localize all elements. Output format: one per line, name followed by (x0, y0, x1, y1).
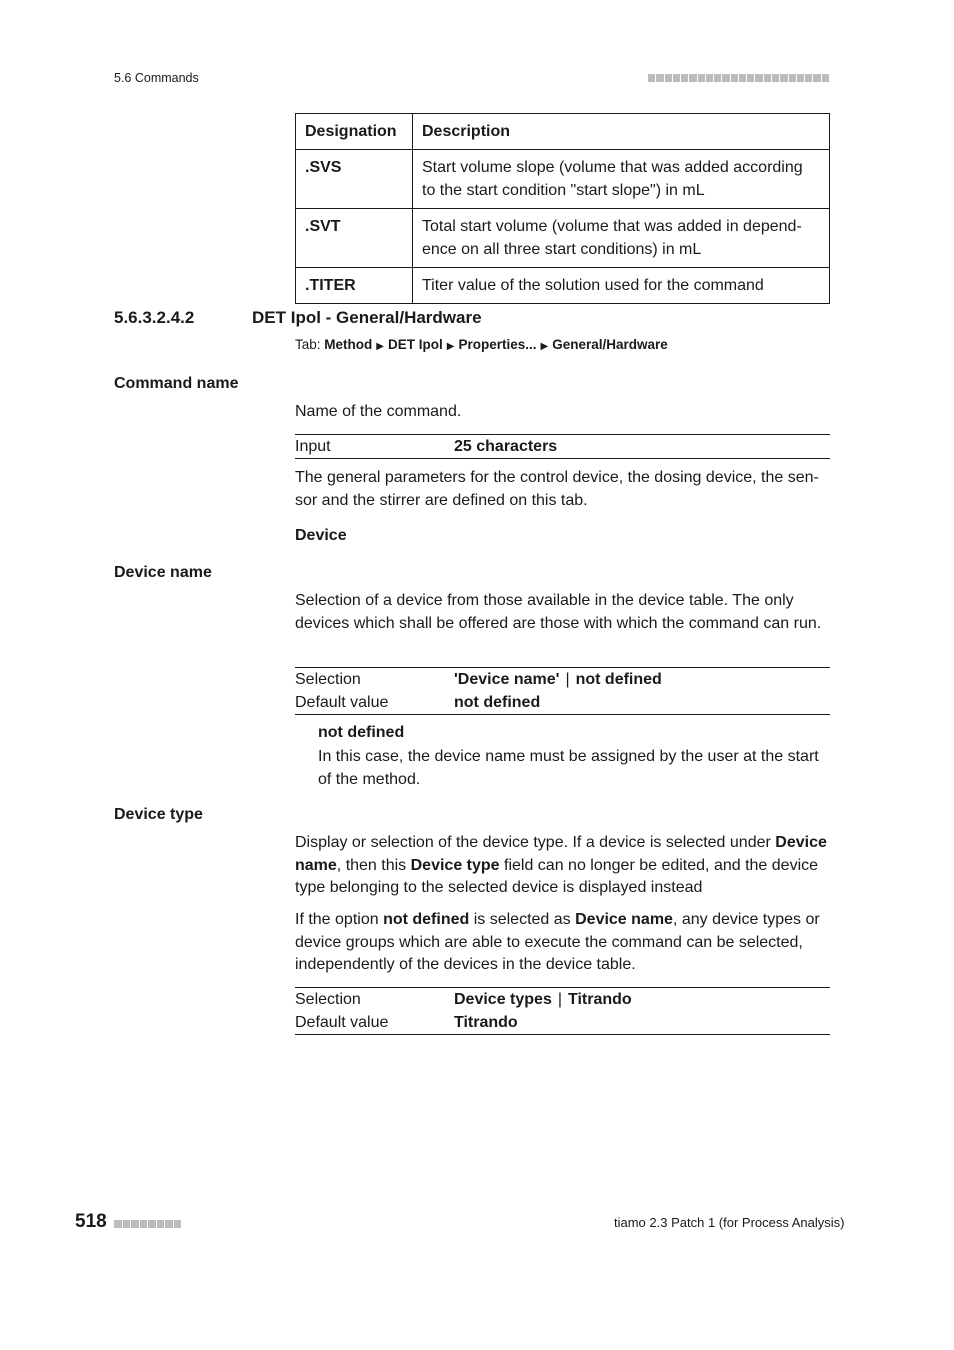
page-number: 518 (75, 1211, 107, 1232)
param-value: 25 characters (454, 438, 558, 455)
param-row (295, 1011, 830, 1034)
param-row (295, 435, 830, 458)
param-key: Selection (295, 991, 361, 1008)
option-title: not defined (318, 724, 405, 741)
param-key: Input (295, 438, 331, 455)
header-decoration (648, 74, 829, 82)
tab-path-prefix: Tab: (295, 337, 321, 352)
tab-path-item: Properties... (458, 337, 537, 352)
column-header: Description (413, 114, 830, 150)
device-name-params (295, 667, 830, 715)
command-name-description: Name of the command. (295, 403, 462, 420)
running-header: 5.6 Commands (114, 71, 199, 85)
command-name-params (295, 434, 830, 459)
table-header-row (296, 114, 830, 150)
designation-cell: .SVS (296, 150, 413, 209)
designation-cell: .TITER (296, 268, 413, 304)
designation-table (295, 113, 830, 304)
device-name-label: Device name (114, 564, 212, 581)
param-row (295, 988, 830, 1011)
device-name-description: Selection of a device from those available in the device table. The only devices which shall be offered are those with which the command can run. (295, 592, 822, 632)
device-type-paragraph-2: If the option not defined is selected as Device name, any device types or device groups which are able to execute the command can be selected, independently of the devices in the device table. (295, 911, 820, 973)
param-key: Default value (295, 1014, 389, 1031)
param-key: Selection (295, 671, 361, 688)
table-row (296, 150, 830, 209)
footer-decoration (114, 1220, 181, 1228)
description-cell: Total start volume (volume that was added in depend-ence on all three start conditions) in mL (413, 209, 830, 268)
section-title: DET Ipol - General/Hardware (252, 308, 482, 327)
device-heading: Device (295, 527, 347, 544)
device-type-params (295, 987, 830, 1035)
table-row (296, 209, 830, 268)
arrow-right-icon: ▶ (446, 341, 455, 352)
tab-path (295, 337, 668, 352)
arrow-right-icon: ▶ (540, 341, 549, 352)
param-row (295, 668, 830, 691)
device-type-label: Device type (114, 806, 203, 823)
description-cell: Titer value of the solution used for the command (413, 268, 830, 304)
device-type-paragraph-1: Display or selection of the device type. If a device is selected under Device name, then this Device type field can no longer be edited, and the device type belonging to the selected device is displayed instead (295, 834, 827, 896)
column-header: Designation (296, 114, 413, 150)
tab-path-item: DET Ipol (388, 337, 443, 352)
designation-cell: .SVT (296, 209, 413, 268)
arrow-right-icon: ▶ (376, 341, 384, 352)
param-value: 'Device name' | not defined (454, 671, 662, 688)
param-value: Titrando (454, 1014, 518, 1031)
command-name-label: Command name (114, 375, 239, 392)
param-value: not defined (454, 694, 541, 711)
table-row (296, 268, 830, 304)
description-cell: Start volume slope (volume that was added according to the start condition "start slope") in mL (413, 150, 830, 209)
param-key: Default value (295, 694, 389, 711)
tab-path-item: General/Hardware (552, 337, 668, 352)
product-name: tiamo 2.3 Patch 1 (for Process Analysis) (614, 1215, 845, 1230)
section-number: 5.6.3.2.4.2 (114, 308, 195, 327)
param-value: Device types | Titrando (454, 991, 632, 1008)
option-description: In this case, the device name must be assigned by the user at the start of the method. (318, 748, 819, 788)
param-row (295, 691, 830, 714)
tab-path-item: Method (324, 337, 373, 352)
general-parameters-text: The general parameters for the control device, the dosing device, the sen-sor and the stirrer are defined on this tab. (295, 469, 819, 509)
